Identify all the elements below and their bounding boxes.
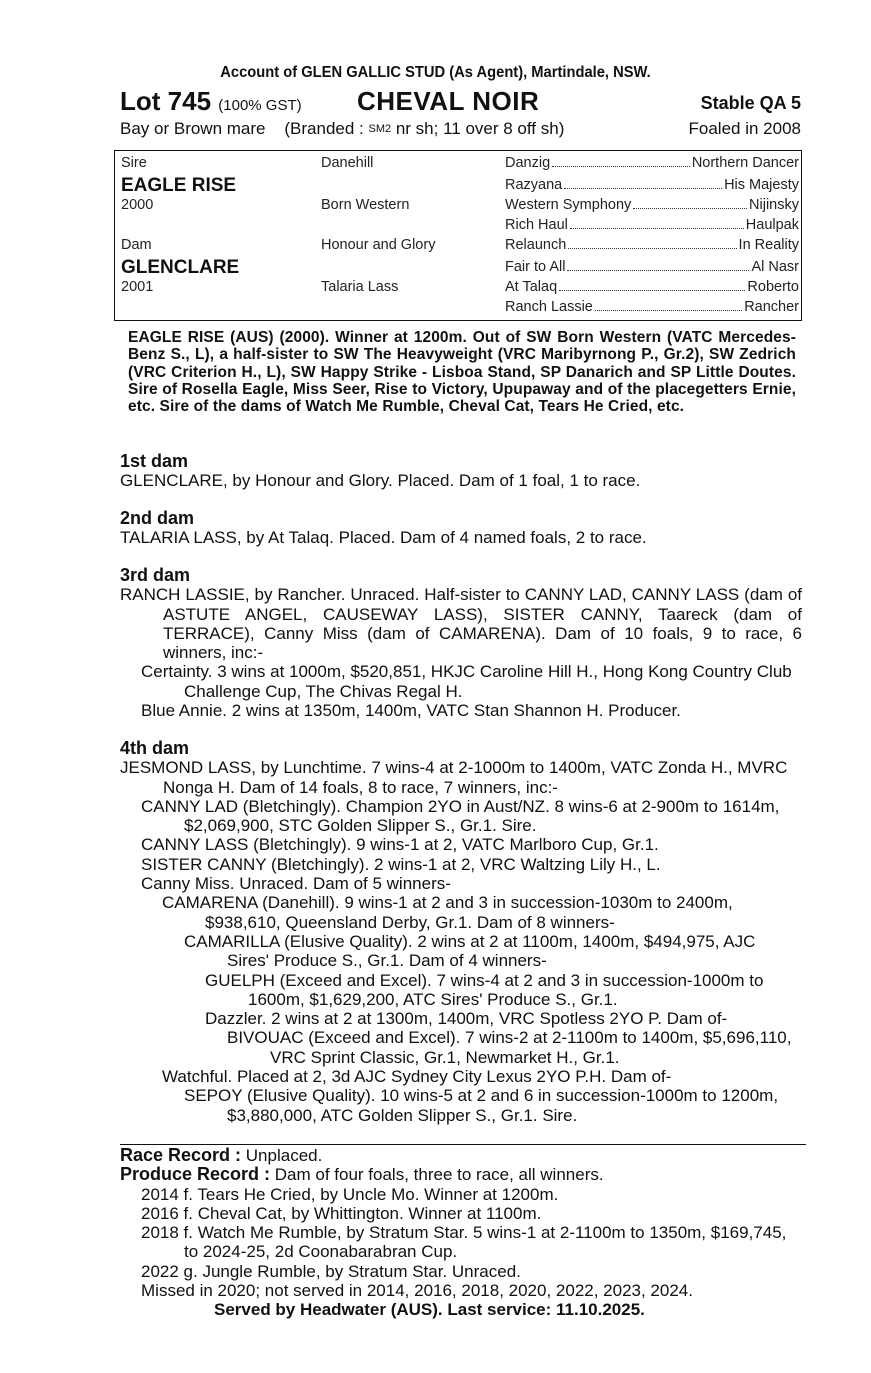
foal-entry: 2018 f. Watch Me Rumble, by Stratum Star. 5 wins-1 at 2-1100m to 1350m, $169,745, to 2024-25, 2d Coonabarabran Cup. bbox=[141, 1223, 787, 1262]
lot-label: Lot 745 bbox=[120, 86, 212, 116]
g2-row bbox=[505, 279, 799, 295]
progeny-entry: Canny Miss. Unraced. Dam of 5 winners- bbox=[141, 874, 451, 894]
foal-entry: 2022 g. Jungle Rumble, by Stratum Star. Unraced. bbox=[141, 1261, 521, 1281]
description-brand-text: nr sh; 11 over 8 off sh) bbox=[391, 119, 565, 138]
first-dam-section bbox=[120, 452, 802, 491]
leader-dots bbox=[567, 259, 749, 271]
missed-years: Missed in 2020; not served in 2014, 2016, 2018, 2020, 2022, 2023, 2024. bbox=[141, 1281, 693, 1301]
g2-right: Northern Dancer bbox=[691, 155, 799, 171]
horse-name: CHEVAL NOIR bbox=[357, 86, 540, 116]
leader-dots bbox=[552, 155, 690, 167]
leader-dots bbox=[570, 217, 744, 229]
second-dam-heading: 2nd dam bbox=[120, 508, 195, 528]
progeny-entry: Watchful. Placed at 2, 3d AJC Sydney City Lexus 2YO P.H. Dam of- bbox=[162, 1067, 672, 1087]
g2-row bbox=[505, 217, 799, 233]
granddam-maternal: Talaria Lass bbox=[321, 279, 399, 295]
sire-name: EAGLE RISE bbox=[121, 175, 237, 196]
produce-record bbox=[120, 1165, 802, 1184]
second-dam-text: TALARIA LASS, by At Talaq. Placed. Dam of 4 named foals, 2 to race. bbox=[120, 528, 647, 548]
pedigree-table bbox=[114, 150, 802, 321]
grandsire-maternal: Honour and Glory bbox=[321, 237, 436, 253]
progeny-entry: BIVOUAC (Exceed and Excel). 7 wins-2 at 2-1100m to 1400m, $5,696,110, VRC Sprint Classic, Gr.1, Newmarket H., Gr.1. bbox=[227, 1028, 792, 1067]
dam-label: Dam bbox=[121, 237, 152, 253]
g2-row bbox=[505, 177, 799, 193]
race-record-text: Unplaced. bbox=[245, 1146, 323, 1165]
third-dam-heading: 3rd dam bbox=[120, 565, 191, 585]
records-section bbox=[120, 1146, 802, 1320]
g2-left: Relaunch bbox=[505, 237, 567, 253]
brand-mark: SM2 bbox=[368, 123, 392, 135]
gst-note: (100% GST) bbox=[218, 97, 302, 114]
g2-left: At Talaq bbox=[505, 279, 558, 295]
third-dam-intro: RANCH LASSIE, by Rancher. Unraced. Half-sister to CANNY LAD, CANNY LASS (dam of ASTUTE ANGEL, CAUSEWAY LASS), SISTER CANNY, Taareck (dam of TERRACE), Canny Miss (dam of CAMARENA). Dam of 10 foals, 9 to race, 6 winners, inc:- bbox=[120, 585, 802, 663]
progeny-entry: SEPOY (Elusive Quality). 10 wins-5 at 2 and 6 in succession-1000m to 1200m, $3,880,000, ATC Golden Slipper S., Gr.1. Sire. bbox=[184, 1086, 779, 1125]
g2-left: Fair to All bbox=[505, 259, 566, 275]
g2-right: His Majesty bbox=[724, 177, 799, 193]
first-dam-text: GLENCLARE, by Honour and Glory. Placed. Dam of 1 foal, 1 to race. bbox=[120, 471, 641, 491]
description-text: Bay or Brown mare (Branded : bbox=[120, 119, 369, 138]
progeny-entry: Dazzler. 2 wins at 2 at 1300m, 1400m, VRC Spotless 2YO P. Dam of- bbox=[205, 1009, 728, 1029]
foal-entry: 2016 f. Cheval Cat, by Whittington. Winner at 1100m. bbox=[141, 1203, 542, 1223]
dam-year: 2001 bbox=[121, 279, 154, 295]
sire-label: Sire bbox=[121, 155, 147, 171]
progeny-entry: CANNY LAD (Bletchingly). Champion 2YO in Aust/NZ. 8 wins-6 at 2-900m to 1614m, $2,069,900, STC Golden Slipper S., Gr.1. Sire. bbox=[141, 796, 780, 836]
g2-left: Rich Haul bbox=[505, 217, 568, 233]
sire-year: 2000 bbox=[121, 197, 154, 213]
third-dam-section bbox=[120, 566, 802, 720]
granddam-paternal: Born Western bbox=[321, 197, 410, 213]
race-record-label: Race Record : bbox=[120, 1145, 242, 1165]
leader-dots bbox=[595, 299, 742, 311]
leader-dots bbox=[633, 197, 747, 209]
progeny-entry: GUELPH (Exceed and Excel). 7 wins-4 at 2 and 3 in succession-1000m to 1600m, $1,629,200, ATC Sires' Produce S., Gr.1. bbox=[205, 970, 764, 1009]
progeny-entry: Blue Annie. 2 wins at 1350m, 1400m, VATC Stan Shannon H. Producer. bbox=[141, 701, 681, 721]
horse-description bbox=[120, 119, 564, 139]
g2-right: Al Nasr bbox=[751, 259, 799, 275]
leader-dots bbox=[568, 237, 736, 249]
g2-right: In Reality bbox=[738, 237, 799, 253]
served-note: Served by Headwater (AUS). Last service: 11.10.2025. bbox=[214, 1300, 645, 1320]
lot-number bbox=[120, 86, 302, 117]
progeny-entry: SISTER CANNY (Bletchingly). 2 wins-1 at 2, VRC Waltzing Lily H., L. bbox=[141, 854, 661, 874]
fourth-dam-intro: JESMOND LASS, by Lunchtime. 7 wins-4 at 2-1000m to 1400m, VATC Zonda H., MVRC Nonga H. Dam of 14 foals, 8 to race, 7 winners, inc:- bbox=[120, 758, 788, 797]
race-record bbox=[120, 1146, 802, 1165]
sire-summary: EAGLE RISE (AUS) (2000). Winner at 1200m. Out of SW Born Western (VATC Mercedes-Benz S., L), a half-sister to SW The Heavyweight (VRC Maribyrnong P., Gr.2), SW Zedrich (VRC Criterion H., L), SW Happy Strike - Lisboa Stand, SP Danarich and SP Little Doutes. Sire of Rosella Eagle, Miss Seer, Rise to Victory, Upupaway and of the placegetters Ernie, etc. Sire of the dams of Watch Me Rumble, Cheval Cat, Tears He Cried, etc. bbox=[128, 329, 796, 416]
g2-row bbox=[505, 237, 799, 253]
g2-row bbox=[505, 299, 799, 315]
g2-row bbox=[505, 155, 799, 171]
g2-left: Razyana bbox=[505, 177, 563, 193]
fourth-dam-heading: 4th dam bbox=[120, 738, 190, 758]
g2-left: Western Symphony bbox=[505, 197, 632, 213]
progeny-entry: CANNY LASS (Bletchingly). 9 wins-1 at 2, VATC Marlboro Cup, Gr.1. bbox=[141, 835, 659, 855]
leader-dots bbox=[559, 279, 745, 291]
progeny-entry: CAMARILLA (Elusive Quality). 2 wins at 2 at 1100m, 1400m, $494,975, AJC Sires' Produce S., Gr.1. Dam of 4 winners- bbox=[184, 931, 756, 971]
progeny-entry: CAMARENA (Danehill). 9 wins-1 at 2 and 3 in succession-1030m to 2400m, $938,610, Queensland Derby, Gr.1. Dam of 8 winners- bbox=[162, 893, 733, 932]
leader-dots bbox=[564, 177, 722, 189]
fourth-dam-section bbox=[120, 739, 802, 1125]
vendor-account: Account of GLEN GALLIC STUD (As Agent), Martindale, NSW. bbox=[220, 64, 651, 81]
g2-right: Haulpak bbox=[745, 217, 799, 233]
g2-right: Rancher bbox=[744, 299, 799, 315]
g2-row bbox=[505, 197, 799, 213]
first-dam-heading: 1st dam bbox=[120, 451, 189, 471]
g2-row bbox=[505, 259, 799, 275]
produce-record-label: Produce Record : bbox=[120, 1164, 271, 1185]
g2-right: Nijinsky bbox=[749, 197, 799, 213]
grandsire-paternal: Danehill bbox=[321, 155, 374, 171]
progeny-entry: Certainty. 3 wins at 1000m, $520,851, HKJC Caroline Hill H., Hong Kong Country Club Challenge Cup, The Chivas Regal H. bbox=[141, 662, 792, 701]
produce-record-text: Dam of four foals, three to race, all winners. bbox=[274, 1165, 604, 1185]
g2-right: Roberto bbox=[747, 279, 799, 295]
second-dam-section bbox=[120, 509, 802, 548]
foaled-year: Foaled in 2008 bbox=[688, 119, 801, 138]
foal-entry: 2014 f. Tears He Cried, by Uncle Mo. Winner at 1200m. bbox=[141, 1184, 559, 1204]
g2-left: Ranch Lassie bbox=[505, 299, 593, 315]
stable-location: Stable QA 5 bbox=[700, 93, 801, 113]
g2-left: Danzig bbox=[505, 155, 551, 171]
dam-name: GLENCLARE bbox=[121, 257, 240, 278]
